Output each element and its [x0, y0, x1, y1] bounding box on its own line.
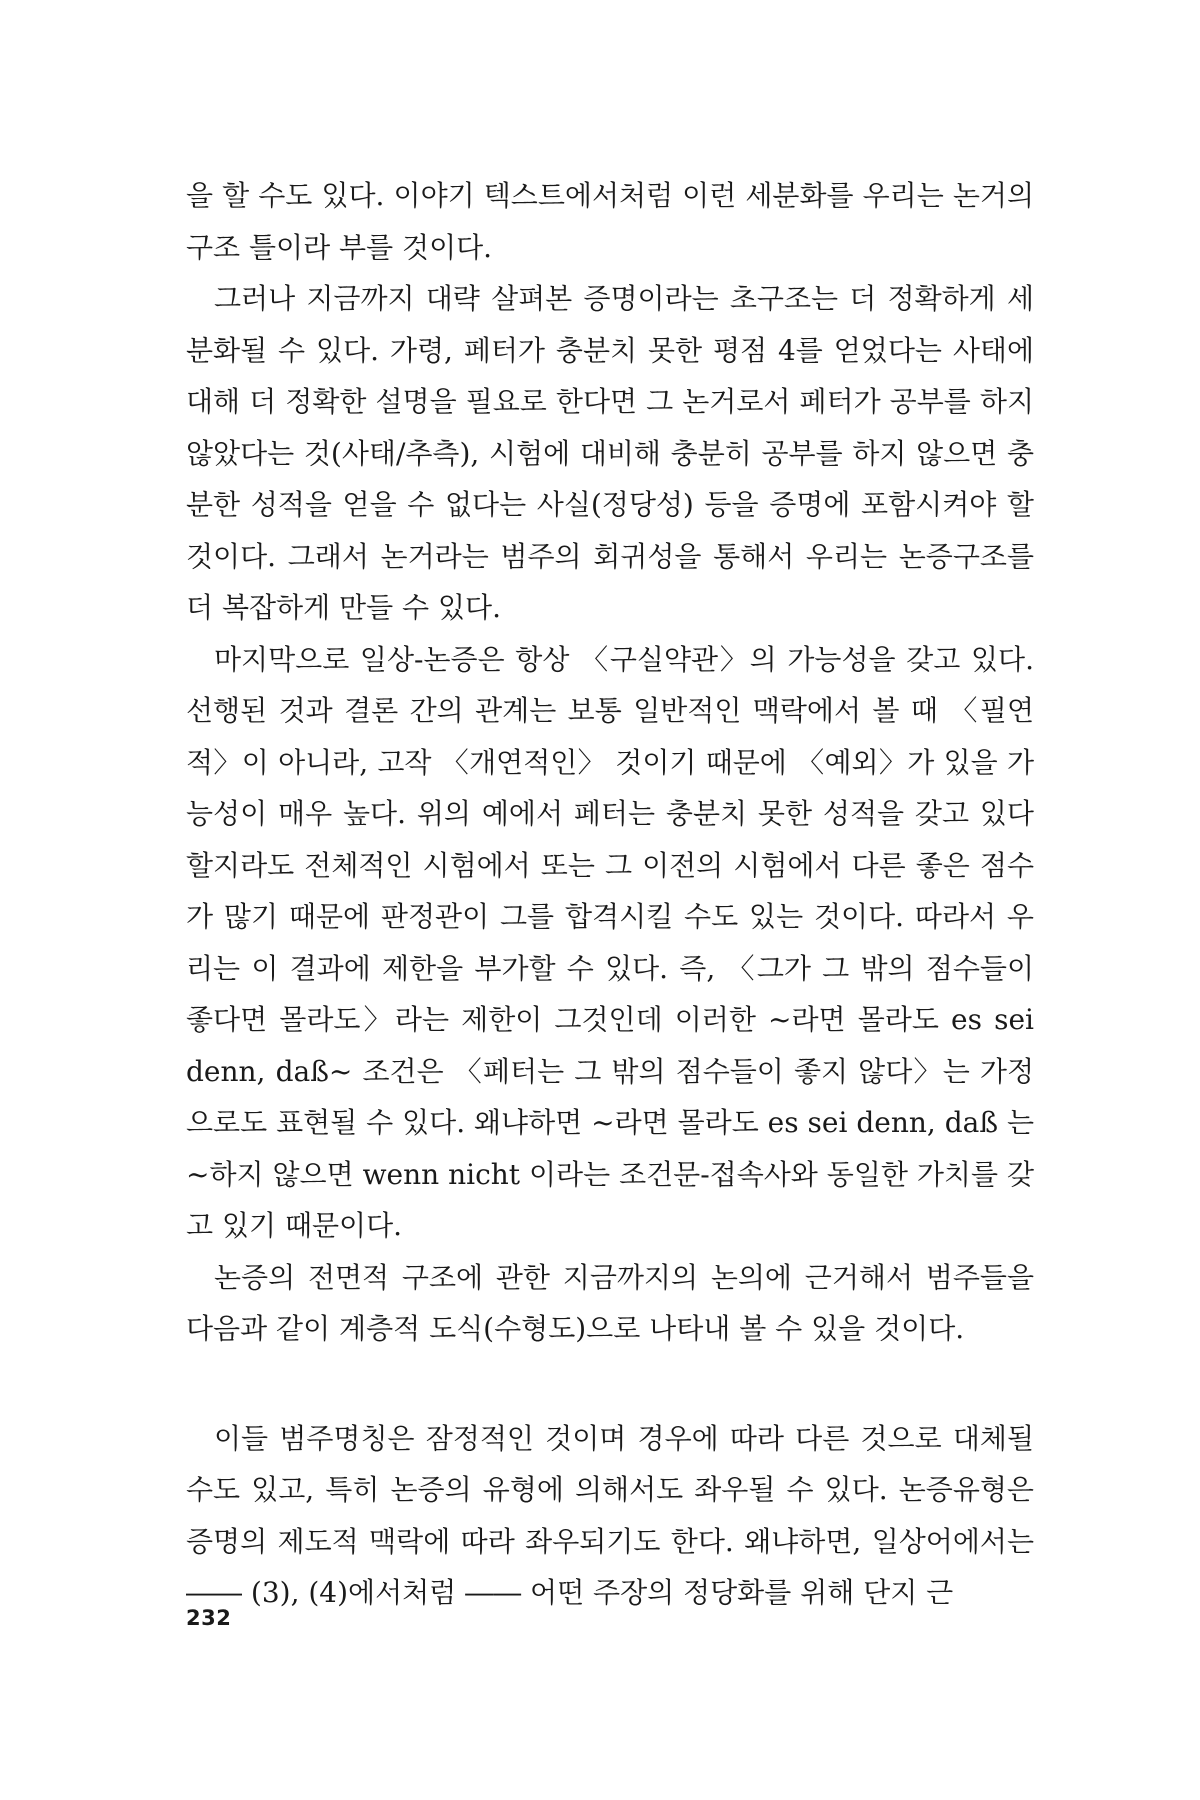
paragraph-argument-structure: 그러나 지금까지 대략 살펴본 증명이라는 초구조는 더 정확하게 세분화될 수 있다. 가령, 페터가 충분치 못한 평점 4를 얻었다는 사태에 대해 더 정확한 설명을 필요로 한다면 그 논거로서 페터가 공부를 하지 않았다는 것(사태/추측), 시험에 대비해 충분히 공부를 하지 않으면 충분한 성적을 얻을 수 없다는 사실(정당성) 등을 증명에 포함시켜야 할 것이다. 그래서 논거라는 범주의 회귀성을 통해서 우리는 논증구조를 더 복잡하게 만들 수 있다. [186, 282, 1034, 624]
page-number: 232 [186, 1606, 232, 1630]
paragraph-everyday-argument: 마지막으로 일상-논증은 항상 〈구실약관〉의 가능성을 갖고 있다. 선행된 것과 결론 간의 관계는 보통 일반적인 맥락에서 볼 때 〈필연적〉이 아니라, 고작 〈개연적인〉 것이기 때문에 〈예외〉가 있을 가능성이 매우 높다. 위의 예에서 페터는 충분치 못한 성적을 갖고 있다 할지라도 전체적인 시험에서 또는 그 이전의 시험에서 다른 좋은 점수가 많기 때문에 판정관이 그를 합격시킬 수도 있는 것이다. 따라서 우리는 이 결과에 제한을 부가할 수 있다. 즉, 〈그가 그 밖의 점수들이 좋다면 몰라도〉라는 제한이 그것인데 이러한 ~라면 몰라도 es sei denn, daß~ 조건은 〈페터는 그 밖의 점수들이 좋지 않다〉는 가정으로도 표현될 수 있다. 왜냐하면 ~라면 몰라도 es sei denn, daß 는 ~하지 않으면 wenn nicht 이라는 조건문-접속사와 동일한 가치를 갖고 있기 때문이다. [186, 642, 1034, 1242]
page-body [186, 170, 1034, 1619]
diagram-gap [186, 1355, 1034, 1413]
paragraph-category-names: 이들 범주명칭은 잠정적인 것이며 경우에 따라 다른 것으로 대체될 수도 있고, 특히 논증의 유형에 의해서도 좌우될 수 있다. 논증유형은 증명의 제도적 맥락에 따라 좌우되기도 한다. 왜냐하면, 일상어에서는 ―― (3), (4)에서처럼 ―― 어떤 주장의 정당화를 위해 단지 근 [186, 1421, 1034, 1609]
paragraph-continuation: 을 할 수도 있다. 이야기 텍스트에서처럼 이런 세분화를 우리는 논거의 구조 틀이라 부를 것이다. [186, 179, 1034, 264]
paragraph-diagram-intro: 논증의 전면적 구조에 관한 지금까지의 논의에 근거해서 범주들을 다음과 같이 계층적 도식(수형도)으로 나타내 볼 수 있을 것이다. [186, 1260, 1034, 1345]
